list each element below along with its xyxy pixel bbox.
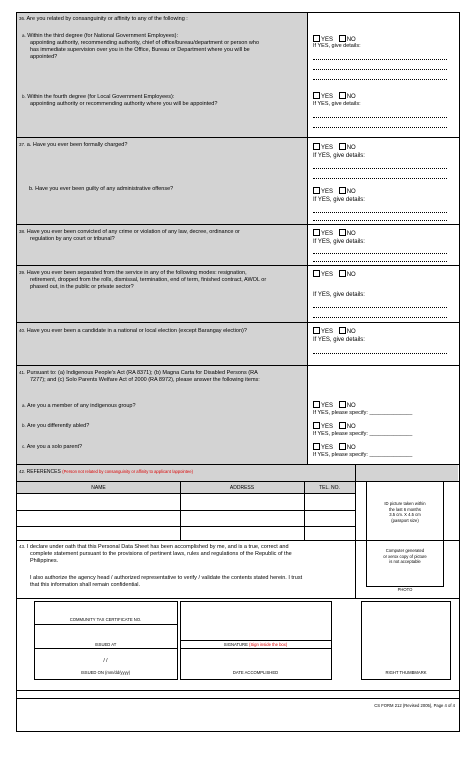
yes-label: YES [321, 189, 334, 195]
photo-line-4: (passport size) [391, 517, 419, 523]
photo-instructions [366, 501, 444, 523]
q40-no-checkbox[interactable] [339, 327, 346, 334]
q41-text-1: Pursuant to: (a) Indigenous People's Act (RA 8371); (b) Magna Carta for Disabled Persons (RA [26, 370, 258, 376]
answer-column-divider [307, 12, 308, 464]
signature-note: (Sign inside the box) [249, 642, 288, 647]
q43-text-2: complete statement pursuant to the provisions of pertinent laws, rules and regulations of the Republic of the [30, 551, 292, 557]
q43-text-4: I also authorize the agency head / authorized representative to verify / validate the contents stated herein. I trust [30, 575, 303, 581]
separator [16, 698, 459, 699]
date-accomplished-label: DATE ACCOMPLISHED [232, 670, 279, 675]
q39-text-3: phased out, in the public or private sector? [30, 284, 134, 290]
q41b-answer [313, 422, 356, 431]
q38-answer [313, 229, 356, 238]
ctc-number-input[interactable] [35, 602, 176, 616]
q36a-details-line[interactable] [313, 69, 447, 70]
separator [16, 322, 459, 323]
q37b-details-label: If YES, give details: [313, 197, 365, 203]
reference-3-tel[interactable] [305, 527, 355, 540]
q43-text-1: I declare under oath that this Personal Data Sheet has been accomplished by me, and is a true, correct and [26, 544, 289, 550]
issued-at-label: ISSUED AT [94, 642, 117, 647]
q41b-specify[interactable]: If YES, please specify: ______________ [313, 431, 413, 437]
yes-label: YES [321, 145, 334, 151]
q40-details-label: If YES, give details: [313, 337, 365, 343]
q37b-no-checkbox[interactable] [339, 187, 346, 194]
q36a-title: Within the third degree (for National Government Employees): [27, 33, 179, 39]
q36b-details-label: If YES, give details: [313, 101, 361, 107]
q37a-yes-checkbox[interactable] [313, 143, 320, 150]
q37b-yes-checkbox[interactable] [313, 187, 320, 194]
yes-label: YES [321, 403, 334, 409]
q38-text-2: regulation by any court or tribunal? [30, 236, 115, 242]
q42-header [19, 469, 193, 475]
reference-1-tel[interactable] [305, 494, 355, 510]
q42-note: (Person not related by consanguinity or affinity to applicant /appointee) [62, 469, 193, 474]
q36a-details-line[interactable] [313, 79, 447, 80]
q37a-details-line[interactable] [313, 168, 447, 169]
q38 [19, 228, 304, 243]
q41b-label: b. [22, 423, 26, 428]
q41c-no-checkbox[interactable] [339, 443, 346, 450]
separator [16, 598, 459, 599]
no-label: NO [346, 189, 356, 195]
separator [16, 690, 459, 691]
q41a-yes-checkbox[interactable] [313, 401, 320, 408]
photo-line-3: 3.5 cm. X 4.5 cm [389, 512, 421, 517]
no-label: NO [346, 94, 356, 100]
reference-2-tel[interactable] [305, 511, 355, 526]
reference-3-name[interactable] [17, 527, 180, 540]
q38-details-label: If YES, give details: [313, 239, 365, 245]
no-label: NO [346, 37, 356, 43]
reference-3-address[interactable] [181, 527, 304, 540]
q36b-no-checkbox[interactable] [339, 92, 346, 99]
q40-answer [313, 327, 356, 336]
no-label: NO [346, 272, 356, 278]
q40 [19, 327, 307, 335]
photo-box[interactable] [366, 481, 444, 587]
photo-line-5: Computer generated [385, 548, 425, 553]
q36b-details-line[interactable] [313, 127, 447, 128]
q36b-details-line[interactable] [313, 117, 447, 118]
ctc-divider [34, 648, 177, 649]
no-label: NO [346, 403, 356, 409]
q43-text-5: that this information shall remain confidential. [30, 582, 141, 588]
separator [16, 265, 459, 266]
q37a-details-line[interactable] [313, 178, 447, 179]
q39-yes-checkbox[interactable] [313, 270, 320, 277]
q36a-no-checkbox[interactable] [339, 35, 346, 42]
q43-number: 43. [19, 544, 26, 549]
q36a-text-3: appointed? [30, 54, 58, 60]
q41b [22, 422, 89, 430]
q37b-details-line[interactable] [313, 220, 447, 221]
photo-label: PHOTO [397, 587, 413, 592]
q40-number: 40. [19, 328, 26, 333]
q37-number: 37. [19, 142, 26, 147]
signature-area[interactable] [181, 602, 330, 640]
q36b-text: appointing authority or recommending authority where you will be appointed? [30, 101, 218, 107]
separator [16, 137, 459, 138]
q41a [22, 402, 136, 410]
no-label: NO [346, 445, 356, 451]
q41a-label: a. [22, 403, 26, 408]
q37a-text: a. Have you ever been formally charged? [26, 142, 128, 148]
yes-label: YES [321, 424, 334, 430]
q41c [22, 443, 82, 451]
col-tel-header: TEL. NO. [319, 485, 340, 491]
q41a-no-checkbox[interactable] [339, 401, 346, 408]
no-label: NO [346, 231, 356, 237]
yes-label: YES [321, 37, 334, 43]
q41-number: 41. [19, 370, 26, 375]
photo-line-1: ID picture taken within [384, 501, 426, 506]
q36b-title: Within the fourth degree (for Local Government Employees): [27, 94, 175, 100]
photo-line-6: or xerox copy of picture [383, 553, 427, 559]
yes-label: YES [321, 329, 334, 335]
q38-number: 38. [19, 229, 26, 234]
photo-line-7: is not acceptable [389, 559, 421, 564]
q43-authorization [30, 575, 355, 589]
no-label: NO [346, 329, 356, 335]
no-label: NO [346, 145, 356, 151]
q40-text: Have you ever been a candidate in a national or local election (except Barangay election)? [26, 328, 247, 334]
signature-divider [180, 640, 331, 641]
yes-label: YES [321, 272, 334, 278]
issued-on-input[interactable]: / / [103, 658, 108, 664]
q36a-text-2: has immediate supervision over you in the Office, Bureau or Department where you will be [30, 47, 250, 53]
separator [16, 224, 459, 225]
reference-1-address[interactable] [181, 494, 304, 510]
q38-text-1: Have you ever been convicted of any crime or violation of any law, decree, ordinance or [26, 229, 240, 235]
issued-on-label: ISSUED ON (mm/dd/yyyy) [80, 670, 131, 675]
q37b-details-line[interactable] [313, 212, 447, 213]
q41c-specify[interactable]: If YES, please specify: ______________ [313, 452, 413, 458]
q41a-answer [313, 401, 356, 410]
q39-text-2: retirement, dropped from the rolls, dismissal, termination, end of term, finished contract, AWOL or [30, 277, 267, 283]
issued-at-input[interactable] [35, 625, 176, 639]
q41 [19, 369, 307, 384]
col-address-header: ADDRESS [229, 485, 255, 491]
q39-no-checkbox[interactable] [339, 270, 346, 277]
form-id: CS FORM 212 (Revised 2005), Page 4 of 4 [374, 703, 455, 708]
separator [16, 365, 459, 366]
q41-text-2: 7277); and (c) Solo Parents Welfare Act of 2000 (RA 8972), please answer the following items: [30, 377, 260, 383]
date-accomplished-input[interactable] [181, 649, 330, 669]
q36a [22, 32, 307, 61]
q36a-label: a. [22, 33, 26, 38]
no-label: NO [346, 424, 356, 430]
ctc-label: COMMUNITY TAX CERTIFICATE NO. [69, 617, 142, 622]
q41c-answer [313, 443, 356, 452]
q36-header [19, 15, 304, 23]
yes-label: YES [321, 445, 334, 451]
q39-answer [313, 270, 356, 279]
q37b-text: b. Have you ever been guilty of any administrative offense? [29, 186, 174, 192]
q38-details-line[interactable] [313, 261, 447, 262]
q36b [22, 93, 307, 108]
q36-number: 36. [19, 16, 26, 21]
q39 [19, 269, 307, 291]
q41b-yes-checkbox[interactable] [313, 422, 320, 429]
q41a-text: Are you a member of any indigenous group? [27, 403, 136, 409]
q41c-label: c. [22, 444, 26, 449]
q37-bg [17, 138, 307, 224]
signature-label-row [180, 642, 331, 648]
q41b-text: Are you differently abled? [27, 423, 90, 429]
q36-text: Are you related by consanguinity or affinity to any of the following : [26, 16, 188, 22]
photo-line-2: the last 6 months [389, 506, 421, 512]
q41a-specify[interactable]: If YES, please specify: ______________ [313, 410, 413, 416]
q36b-answer [313, 92, 356, 101]
q39-number: 39. [19, 270, 26, 275]
reference-1-name[interactable] [17, 494, 180, 510]
q42-number: 42. [19, 469, 26, 474]
reference-2-name[interactable] [17, 511, 180, 526]
reference-2-address[interactable] [181, 511, 304, 526]
table-col-line [355, 465, 356, 598]
q36a-text-1: appointing authority, recommending authority, chief of office/bureau/department or person who [30, 40, 259, 46]
thumbmark-box[interactable] [361, 601, 451, 680]
yes-label: YES [321, 231, 334, 237]
q39-details-label: If YES, give details: [313, 292, 365, 298]
q41c-text: Are you a solo parent? [26, 444, 83, 450]
q42-title: REFERENCES [26, 469, 61, 475]
photo-warning [366, 548, 444, 565]
q41b-no-checkbox[interactable] [339, 422, 346, 429]
q40-details-line[interactable] [313, 353, 447, 354]
q39-details-line[interactable] [313, 307, 447, 308]
signature-label: SIGNATURE [223, 642, 248, 647]
q39-text-1: Have you ever been separated from the service in any of the following modes: resignation, [26, 270, 247, 276]
q36a-details-line[interactable] [313, 59, 447, 60]
q38-no-checkbox[interactable] [339, 229, 346, 236]
q43-declaration [19, 543, 354, 565]
q41c-yes-checkbox[interactable] [313, 443, 320, 450]
q36a-details-label: If YES, give details: [313, 43, 361, 49]
q38-yes-checkbox[interactable] [313, 229, 320, 236]
q37a-no-checkbox[interactable] [339, 143, 346, 150]
q36b-label: b. [22, 94, 26, 99]
q37b-answer [313, 187, 356, 196]
q37a-details-label: If YES, give details: [313, 153, 365, 159]
col-name-header: NAME [91, 485, 106, 491]
q38-details-line[interactable] [313, 253, 447, 254]
q37a-answer [313, 143, 356, 152]
q36a-yes-checkbox[interactable] [313, 35, 320, 42]
q40-yes-checkbox[interactable] [313, 327, 320, 334]
q39-details-line[interactable] [313, 317, 447, 318]
q36b-yes-checkbox[interactable] [313, 92, 320, 99]
yes-label: YES [321, 94, 334, 100]
q43-text-3: Philippines. [30, 558, 59, 564]
q37a [19, 141, 304, 149]
thumbmark-label: RIGHT THUMBMARK [385, 670, 427, 675]
